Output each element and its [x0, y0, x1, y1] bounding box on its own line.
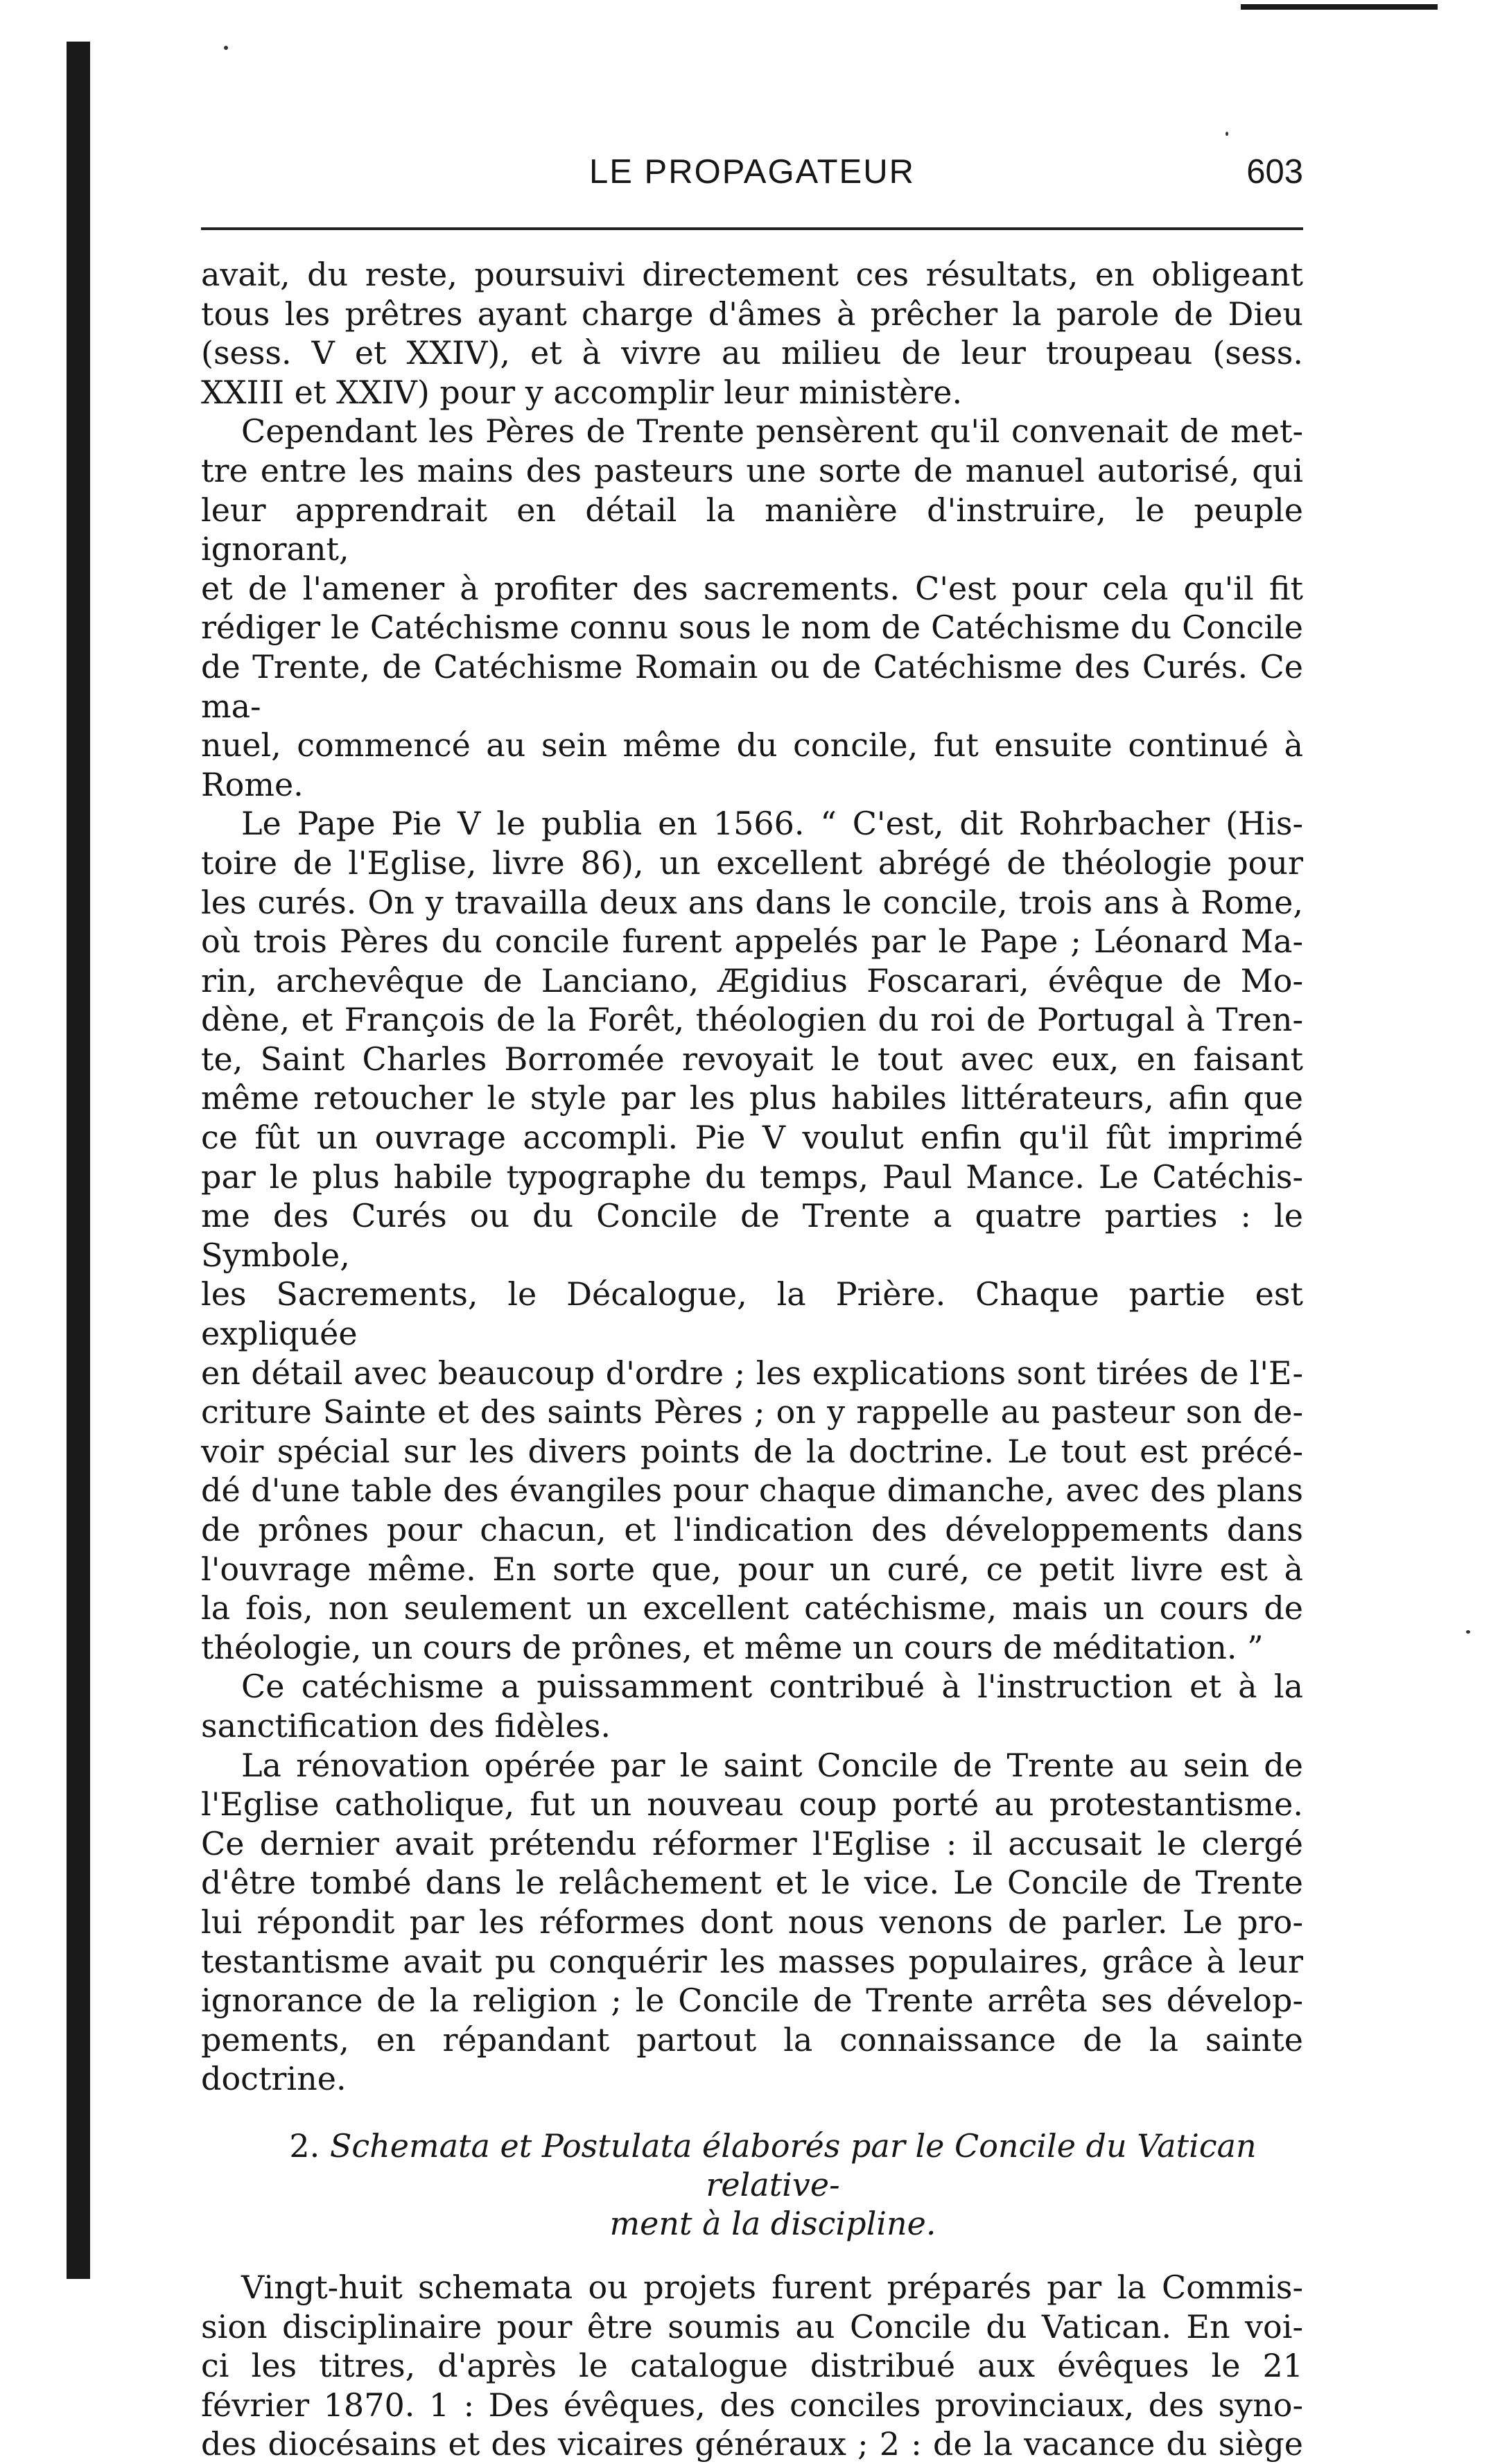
text-line: d'être tombé dans le relâchement et le vice. Le Concile de Trente — [201, 1864, 1303, 1902]
paragraph — [201, 804, 1303, 1667]
text-line: les Sacrements, le Décalogue, la Prière. Chaque partie est expliquée — [201, 1275, 1303, 1353]
text-line: la fois, non seulement un excellent catéchisme, mais un cours de — [201, 1589, 1303, 1627]
speck — [1466, 1630, 1470, 1634]
text-line: ignorance de la religion ; le Concile de Trente arrêta ses dévelop- — [201, 1982, 1303, 2020]
text-line: leur apprendrait en détail la manière d'instruire, le peuple ignorant, — [201, 491, 1303, 568]
text-line: Vingt-huit schemata ou projets furent préparés par la Commis- — [241, 2268, 1303, 2306]
text-line: Cependant les Pères de Trente pensèrent qu'il convenait de met- — [241, 412, 1303, 451]
header-rule — [201, 227, 1303, 230]
text-line: même retoucher le style par les plus habiles littérateurs, afin que — [201, 1079, 1303, 1117]
section-heading — [201, 2126, 1303, 2243]
text-line: tre entre les mains des pasteurs une sorte de manuel autorisé, qui — [201, 451, 1303, 489]
speck — [1226, 132, 1228, 136]
text-line: par le plus habile typographe du temps, Paul Mance. Le Catéchis- — [201, 1157, 1303, 1196]
text-line: (sess. V et XXIV), et à vivre au milieu de leur troupeau (sess. — [201, 334, 1303, 372]
text-line: Ce dernier avait prétendu réformer l'Eglise : il accusait le clergé — [201, 1824, 1303, 1862]
text-line: des diocésains et des vicaires généraux ; 2 : de la vacance du siège — [201, 2425, 1303, 2463]
text-line: criture Sainte et des saints Pères ; on y rappelle au pasteur son de- — [201, 1393, 1303, 1431]
text-line: nuel, commencé au sein même du concile, fut ensuite continué à — [201, 726, 1303, 764]
text-line: ce fût un ouvrage accompli. Pie V voulut enfin qu'il fût imprimé — [201, 1119, 1303, 1157]
text-line: rédiger le Catéchisme connu sous le nom de Catéchisme du Concile — [201, 609, 1303, 647]
text-line: février 1870. 1 : Des évêques, des conciles provinciaux, des syno- — [201, 2386, 1303, 2424]
text-line: et de l'amener à profiter des sacrements. C'est pour cela qu'il fit — [201, 569, 1303, 607]
paragraph — [201, 1667, 1303, 1745]
text-line: te, Saint Charles Borromée revoyait le tout avec eux, en faisant — [201, 1040, 1303, 1078]
text-line: avait, du reste, poursuivi directement ces résultats, en obligeant — [201, 256, 1303, 293]
text-line: sanctification des fidèles. — [201, 1706, 611, 1745]
final-paragraph — [201, 2268, 1303, 2464]
text-line: lui répondit par les réformes dont nous venons de parler. Le pro- — [201, 1903, 1303, 1941]
text-line: les curés. On y travailla deux ans dans le concile, trois ans à Rome, — [201, 883, 1303, 921]
text-line: Rome. — [201, 765, 304, 803]
text-line: toire de l'Eglise, livre 86), un excellent abrégé de théologie pour — [201, 844, 1303, 882]
scan-border-shadow — [67, 42, 90, 2279]
text-line: XXIII et XXIV) pour y accomplir leur ministère. — [201, 373, 963, 411]
text-line: rin, archevêque de Lanciano, Ægidius Foscarari, évêque de Mo- — [201, 961, 1303, 999]
paragraphs — [201, 255, 1303, 2099]
paragraph — [201, 255, 1303, 412]
text-line: voir spécial sur les divers points de la doctrine. Le tout est précé- — [201, 1432, 1303, 1470]
section-number: 2. — [289, 2126, 320, 2165]
text-line: pements, en répandant partout la connaissance de la sainte doctrine. — [201, 2020, 1303, 2098]
text-line: dé d'une table des évangiles pour chaque dimanche, avec des plans — [201, 1471, 1303, 1510]
text-line: théologie, un cours de prônes, et même un cours de méditation. ” — [201, 1628, 1264, 1666]
text-line: dène, et François de la Forêt, théologien du roi de Portugal à Tren- — [201, 1001, 1303, 1039]
text-line: sion disciplinaire pour être soumis au Concile du Vatican. En voi- — [201, 2307, 1303, 2345]
paragraph — [201, 1746, 1303, 2099]
text-line: Le Pape Pie V le publia en 1566. “ C'est, dit Rohrbacher (His- — [241, 805, 1303, 843]
text-line: tous les prêtres ayant charge d'âmes à prêcher la parole de Dieu — [201, 295, 1303, 333]
running-header — [201, 152, 1303, 208]
text-line: me des Curés ou du Concile de Trente a quatre parties : le Symbole, — [201, 1197, 1303, 1274]
main-text — [201, 255, 1303, 2464]
text-line: La rénovation opérée par le saint Concile de Trente au sein de — [241, 1746, 1303, 1784]
text-line: où trois Pères du concile furent appelés par le Pape ; Léonard Ma- — [201, 923, 1303, 961]
text-line: l'Eglise catholique, fut un nouveau coup porté au protestantisme. — [201, 1785, 1303, 1824]
section-title-line-2: ment à la discipline. — [609, 2204, 936, 2242]
text-line: en détail avec beaucoup d'ordre ; les explications sont tirées de l'E- — [201, 1354, 1303, 1392]
text-line: testantisme avait pu conquérir les masses populaires, grâce à leur — [201, 1942, 1303, 1980]
running-title: LE PROPAGATEUR — [588, 153, 915, 191]
text-line: l'ouvrage même. En sorte que, pour un curé, ce petit livre est à — [201, 1550, 1303, 1588]
text-line: ci les titres, d'après le catalogue distribué aux évêques le 21 — [201, 2347, 1303, 2385]
text-line: de prônes pour chacun, et l'indication des développements dans — [201, 1511, 1303, 1548]
scan-top-mark — [1241, 4, 1438, 10]
text-line: de Trente, de Catéchisme Romain ou de Catéchisme des Curés. Ce ma- — [201, 647, 1303, 725]
paragraph — [201, 412, 1303, 804]
page-number: 603 — [1246, 153, 1303, 191]
speck — [224, 46, 228, 50]
text-line: Ce catéchisme a puissamment contribué à l'instruction et à la — [241, 1668, 1303, 1706]
section-title-line-1: Schemata et Postulata élaborés par le Concile du Vatican relative- — [329, 2126, 1257, 2203]
